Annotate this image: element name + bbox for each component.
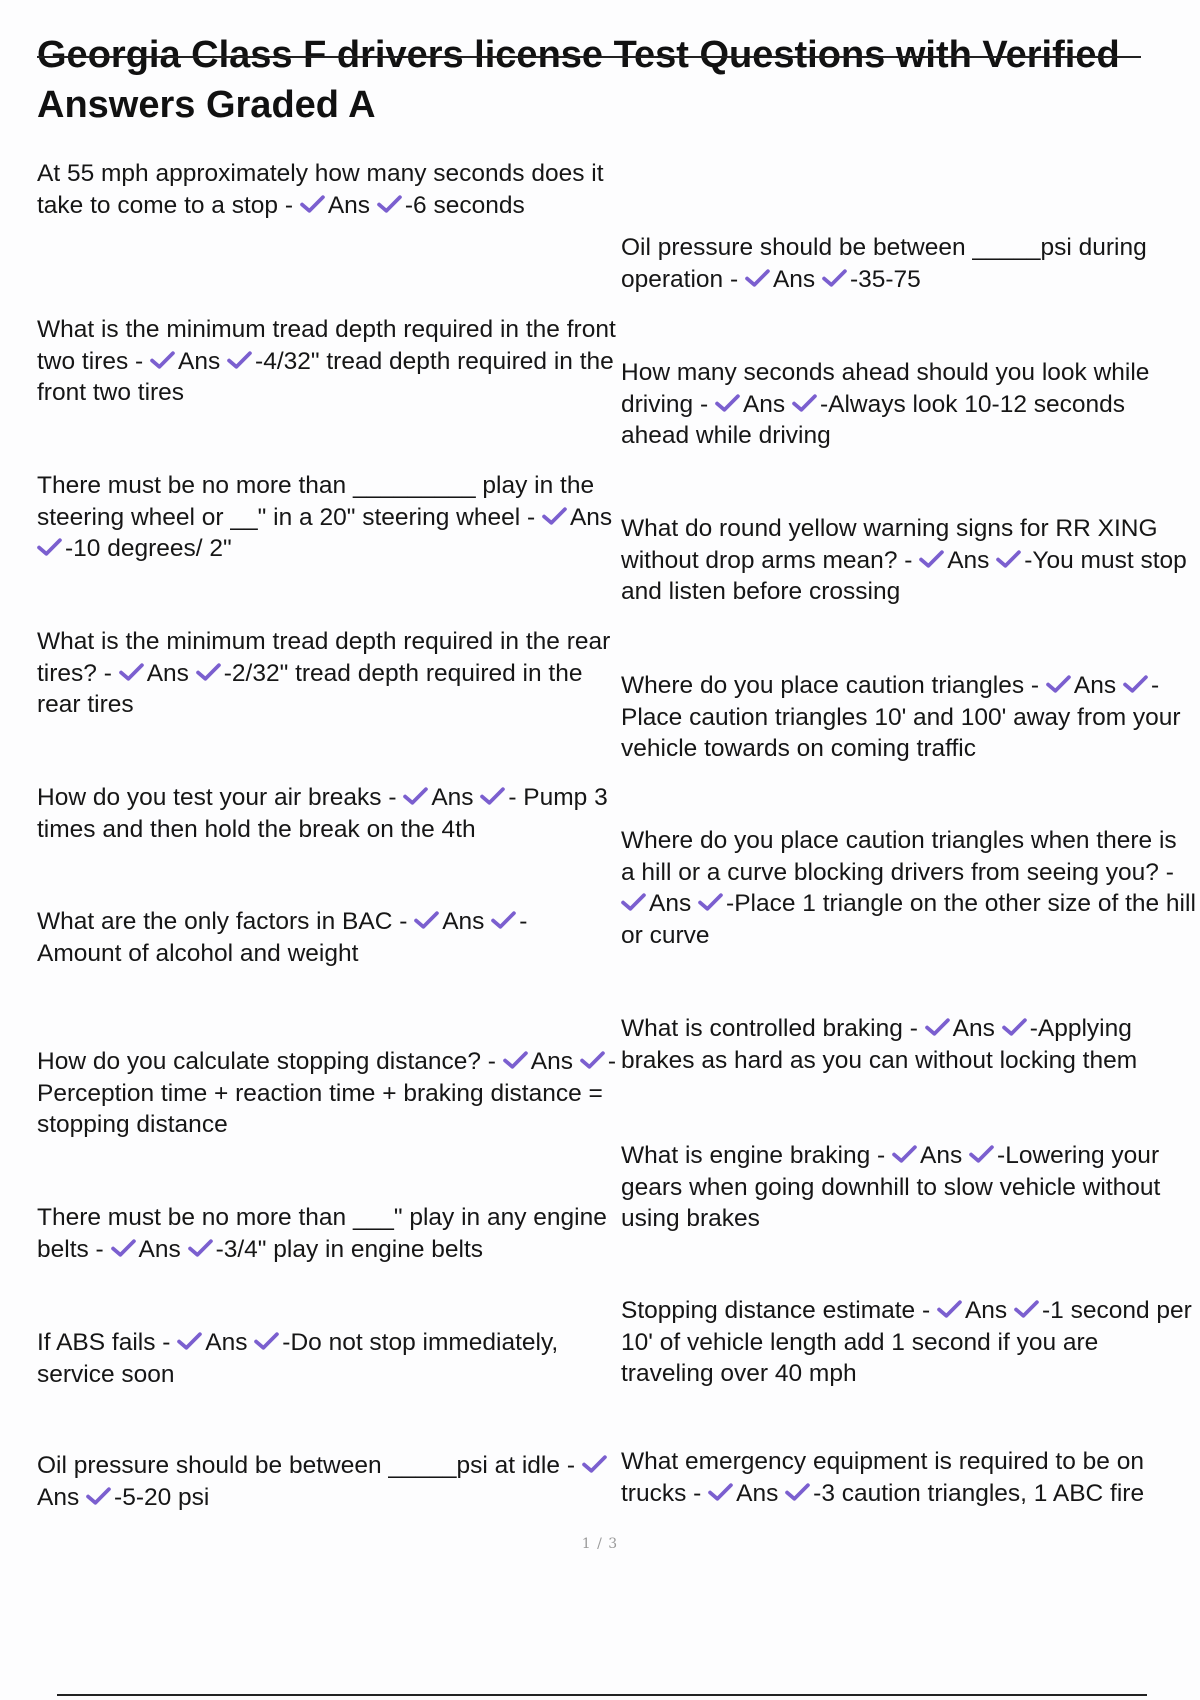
question-text: If ABS fails -: [37, 1329, 171, 1356]
check-icon: [491, 910, 516, 930]
qa-item: [621, 670, 1196, 765]
answer-label: Ans: [146, 659, 189, 687]
answer-label: Ans: [947, 546, 990, 574]
question-text: Where do you place caution triangles when there is a hill or a curve blocking drivers from seeing you? -: [621, 827, 1177, 886]
answer-text: -Always look 10-12 seconds ahead while driving: [621, 390, 1126, 449]
check-icon: [919, 549, 944, 569]
question-text: How do you calculate stopping distance? -: [37, 1048, 496, 1075]
qa-item: [37, 158, 617, 221]
answer-text: -35-75: [849, 265, 921, 293]
answer-text: - Pump 3 times and then hold the break on the 4th: [37, 784, 608, 843]
check-icon: [715, 393, 740, 413]
check-icon: [1002, 1017, 1027, 1037]
question-text: How do you test your air breaks -: [37, 784, 397, 811]
check-icon: [580, 1050, 605, 1070]
qa-item: [621, 1013, 1196, 1076]
check-icon: [111, 1238, 136, 1258]
question-text: Where do you place caution triangles -: [621, 672, 1040, 699]
check-icon: [177, 1331, 202, 1351]
check-icon: [785, 1482, 810, 1502]
answer-text: -Applying brakes as hard as you can without locking them: [621, 1015, 1138, 1074]
answer-label: Ans: [327, 191, 371, 219]
check-icon: [925, 1017, 950, 1037]
answer-text: - Amount of alcohol and weight: [37, 908, 528, 967]
qa-item: [37, 782, 617, 845]
answer-text: -Place 1 triangle on the other size of the hill or curve: [621, 890, 1196, 949]
bottom-rule: [57, 1694, 1147, 1696]
qa-item: [37, 626, 617, 721]
qa-item: [37, 906, 617, 969]
check-icon: [708, 1482, 733, 1502]
check-icon: [480, 786, 505, 806]
answer-text: -2/32" tread depth required in the rear tires: [37, 659, 583, 718]
check-icon: [377, 194, 402, 214]
answer-text: -5-20 psi: [114, 1483, 210, 1511]
check-icon: [937, 1299, 962, 1319]
check-icon: [582, 1454, 607, 1474]
check-icon: [1123, 674, 1148, 694]
qa-item: [621, 1446, 1196, 1509]
check-icon: [300, 194, 325, 214]
check-icon: [119, 662, 144, 682]
answer-label: Ans: [138, 1235, 181, 1263]
qa-item: [37, 1202, 617, 1265]
check-icon: [414, 910, 439, 930]
check-icon: [1014, 1299, 1039, 1319]
check-icon: [86, 1486, 111, 1506]
title-strike-rule: [37, 56, 1141, 58]
check-icon: [996, 549, 1021, 569]
qa-item: [621, 1295, 1196, 1390]
answer-text: -10 degrees/ 2": [65, 535, 232, 562]
qa-item: [621, 1140, 1196, 1235]
check-icon: [403, 786, 428, 806]
check-icon: [822, 268, 847, 288]
qa-item: [621, 825, 1196, 951]
question-text: There must be no more than ___" play in any engine belts -: [37, 1204, 607, 1263]
check-icon: [621, 892, 646, 912]
question-text: Oil pressure should be between _____psi at idle -: [37, 1452, 575, 1479]
question-text: Oil pressure should be between _____psi during operation -: [621, 234, 1147, 293]
answer-label: Ans: [920, 1142, 963, 1169]
answer-label: Ans: [530, 1048, 573, 1075]
check-icon: [188, 1238, 213, 1258]
qa-item: [37, 1046, 617, 1141]
qa-item: [37, 1327, 617, 1390]
answer-text: -3/4" play in engine belts: [215, 1235, 484, 1263]
check-icon: [969, 1144, 994, 1164]
answer-text: -1 second per 10' of vehicle length add 1 second if you are traveling over 40 mph: [621, 1297, 1192, 1387]
question-text: There must be no more than _________ play in the steering wheel or __" in a 20" steering wheel -: [37, 472, 595, 531]
answer-label: Ans: [205, 1329, 248, 1356]
check-icon: [698, 892, 723, 912]
question-text: What is controlled braking -: [621, 1015, 918, 1042]
qa-item: [621, 357, 1196, 452]
answer-text: -Perception time + reaction time + braking distance = stopping distance: [37, 1048, 616, 1138]
answer-label: Ans: [772, 265, 816, 293]
check-icon: [792, 393, 817, 413]
answer-label: Ans: [178, 347, 221, 375]
check-icon: [227, 350, 252, 370]
qa-item: [37, 470, 617, 565]
answer-text: -Do not stop immediately, service soon: [37, 1329, 559, 1388]
check-icon: [503, 1050, 528, 1070]
question-text: How many seconds ahead should you look while driving -: [621, 359, 1150, 418]
question-text: What are the only factors in BAC -: [37, 908, 408, 935]
qa-item: [37, 1450, 617, 1513]
answer-label: Ans: [742, 390, 786, 418]
answer-label: Ans: [569, 503, 613, 531]
answer-text: -You must stop and listen before crossing: [621, 546, 1187, 605]
document-title: Georgia Class F drivers license Test Questions with Verified Answers Graded A: [37, 34, 1120, 126]
page-indicator: 1 / 3: [581, 1536, 619, 1552]
answer-text: -Lowering your gears when going downhill to slow vehicle without using brakes: [621, 1142, 1161, 1232]
check-icon: [542, 506, 567, 526]
answer-label: Ans: [37, 1483, 80, 1511]
answer-label: Ans: [736, 1479, 779, 1507]
check-icon: [892, 1144, 917, 1164]
qa-item: [621, 232, 1196, 295]
check-icon: [254, 1331, 279, 1351]
answer-label: Ans: [442, 908, 485, 935]
answer-label: Ans: [964, 1297, 1008, 1324]
question-text: What is the minimum tread depth required in the rear tires? -: [37, 628, 611, 687]
answer-text: -6 seconds: [404, 191, 525, 219]
check-icon: [37, 537, 62, 557]
qa-item: [37, 314, 617, 409]
answer-text: -Place caution triangles 10' and 100' away from your vehicle towards on coming traffic: [621, 672, 1181, 762]
question-text: Stopping distance estimate -: [621, 1297, 931, 1324]
answer-label: Ans: [649, 890, 692, 917]
question-text: What emergency equipment is required to be on trucks -: [621, 1448, 1144, 1507]
answer-text: -4/32" tread depth required in the front two tires: [37, 347, 614, 406]
question-text: At 55 mph approximately how many seconds does it take to come to a stop -: [37, 160, 604, 219]
answer-label: Ans: [952, 1015, 995, 1042]
answer-label: Ans: [1073, 672, 1117, 699]
answer-label: Ans: [431, 784, 474, 811]
check-icon: [1046, 674, 1071, 694]
check-icon: [150, 350, 175, 370]
answer-text: -3 caution triangles, 1 ABC fire: [813, 1479, 1145, 1507]
question-text: What do round yellow warning signs for RR XING without drop arms mean? -: [621, 515, 1158, 574]
question-text: What is engine braking -: [621, 1142, 886, 1169]
qa-item: [621, 513, 1196, 608]
question-text: What is the minimum tread depth required in the front two tires -: [37, 316, 616, 375]
check-icon: [745, 268, 770, 288]
check-icon: [196, 662, 221, 682]
